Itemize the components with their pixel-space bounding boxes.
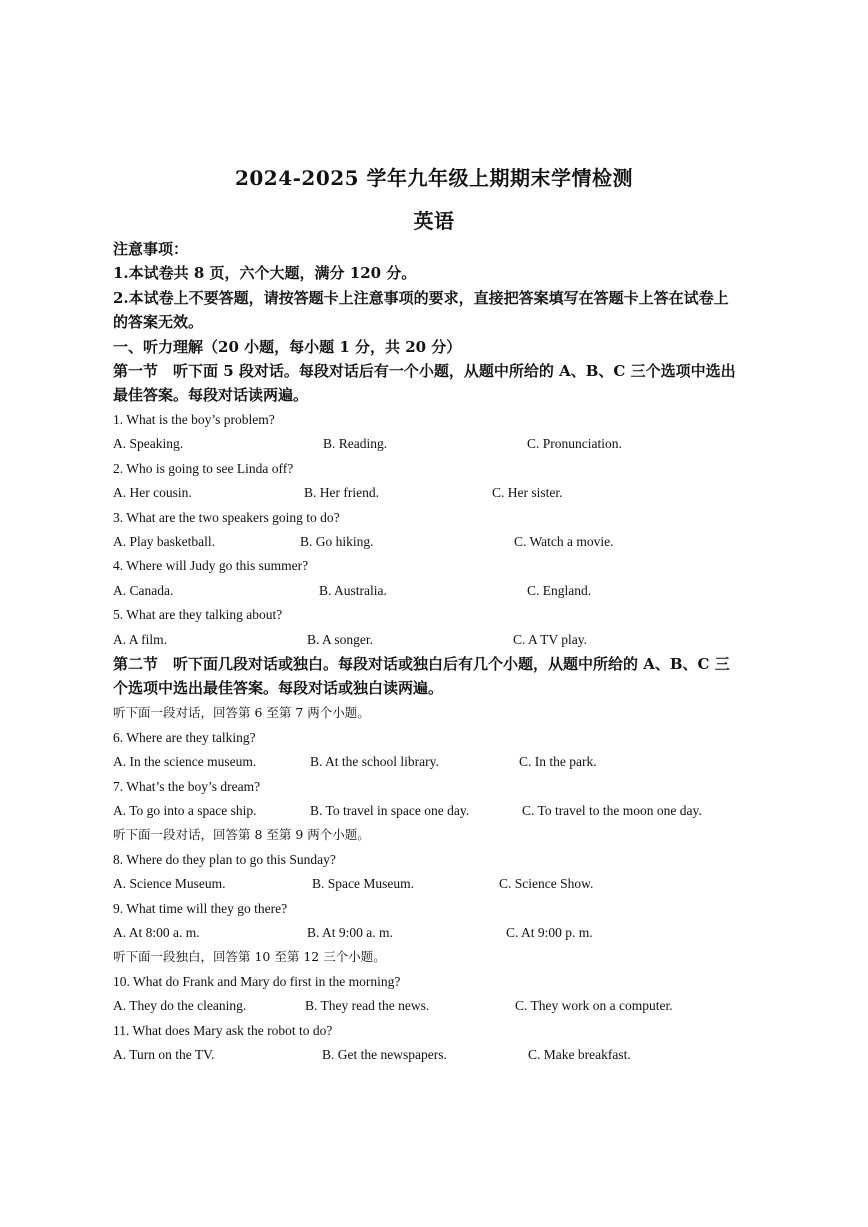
option-2c: C. Her sister. <box>492 485 563 500</box>
subject-title: 英语 <box>413 209 455 233</box>
option-3b: B. Go hiking. <box>300 534 374 549</box>
option-7c: C. To travel to the moon one day. <box>522 803 702 818</box>
option-3c: C. Watch a movie. <box>514 534 614 549</box>
question-11: 11. What does Mary ask the robot to do? <box>113 1023 333 1038</box>
option-10c: C. They work on a computer. <box>515 998 673 1013</box>
monologue-note-10-12: 听下面一段独白，回答第 10 至第 12 三个小题。 <box>113 949 386 964</box>
section1-instruction: 第一节 听下面 5 段对话。每段对话后有一个小题，从题中所给的 A、B、C 三个选项中选出 <box>113 362 736 380</box>
option-1c: C. Pronunciation. <box>527 436 622 451</box>
option-4a: A. Canada. <box>113 583 174 598</box>
option-4c: C. England. <box>527 583 592 598</box>
option-6c: C. In the park. <box>519 754 597 769</box>
option-6b: B. At the school library. <box>310 754 439 769</box>
option-5c: C. A TV play. <box>513 632 588 647</box>
notes-item-2: 2.本试卷上不要答题，请按答题卡上注意事项的要求，直接把答案填写在答题卡上答在试卷上 <box>113 289 729 307</box>
option-8c: C. Science Show. <box>499 876 594 891</box>
question-4: 4. Where will Judy go this summer? <box>113 558 309 573</box>
question-5: 5. What are they talking about? <box>113 607 283 622</box>
dialogue-note-6-7: 听下面一段对话，回答第 6 至第 7 两个小题。 <box>113 705 370 720</box>
option-9a: A. At 8:00 a. m. <box>113 925 200 940</box>
option-2b: B. Her friend. <box>304 485 379 500</box>
option-7b: B. To travel in space one day. <box>310 803 470 818</box>
option-6a: A. In the science museum. <box>113 754 257 769</box>
option-5a: A. A film. <box>113 632 168 647</box>
option-5b: B. A songer. <box>307 632 374 647</box>
option-11c: C. Make breakfast. <box>528 1047 631 1062</box>
question-9: 9. What time will they go there? <box>113 901 288 916</box>
option-9b: B. At 9:00 a. m. <box>307 925 393 940</box>
question-7: 7. What’s the boy’s dream? <box>113 779 261 794</box>
option-3a: A. Play basketball. <box>113 534 215 549</box>
option-10b: B. They read the news. <box>305 998 430 1013</box>
option-4b: B. Australia. <box>319 583 387 598</box>
notes-heading: 注意事项： <box>113 240 189 258</box>
section2-instruction: 第二节 听下面几段对话或独白。每段对话或独白后有几个小题，从题中所给的 A、B、C 三 <box>113 655 730 673</box>
exam-title: 2024-2025 学年九年级上期期末学情检测 <box>234 166 634 190</box>
option-11a: A. Turn on the TV. <box>113 1047 215 1062</box>
question-8: 8. Where do they plan to go this Sunday? <box>113 852 336 867</box>
notes-item-1: 1.本试卷共 8 页，六个大题，满分 120 分。 <box>113 264 417 282</box>
question-10: 10. What do Frank and Mary do first in the morning? <box>113 974 401 989</box>
option-2a: A. Her cousin. <box>113 485 192 500</box>
notes-item-2-cont: 的答案无效。 <box>113 313 204 331</box>
section2-instruction-cont: 个选项中选出最佳答案。每段对话或独白读两遍。 <box>113 679 444 697</box>
question-3: 3. What are the two speakers going to do? <box>113 510 340 525</box>
question-6: 6. Where are they talking? <box>113 730 256 745</box>
option-1a: A. Speaking. <box>113 436 184 451</box>
part1-heading: 一、听力理解（20 小题，每小题 1 分，共 20 分） <box>113 338 462 356</box>
section1-instruction-cont: 最佳答案。每段对话读两遍。 <box>113 386 309 404</box>
question-1: 1. What is the boy’s problem? <box>113 412 275 427</box>
option-10a: A. They do the cleaning. <box>113 998 247 1013</box>
dialogue-note-8-9: 听下面一段对话，回答第 8 至第 9 两个小题。 <box>113 827 370 842</box>
option-1b: B. Reading. <box>323 436 388 451</box>
option-9c: C. At 9:00 p. m. <box>506 925 593 940</box>
question-2: 2. Who is going to see Linda off? <box>113 461 294 476</box>
option-8b: B. Space Museum. <box>312 876 414 891</box>
option-11b: B. Get the newspapers. <box>322 1047 447 1062</box>
option-7a: A. To go into a space ship. <box>113 803 257 818</box>
option-8a: A. Science Museum. <box>113 876 226 891</box>
